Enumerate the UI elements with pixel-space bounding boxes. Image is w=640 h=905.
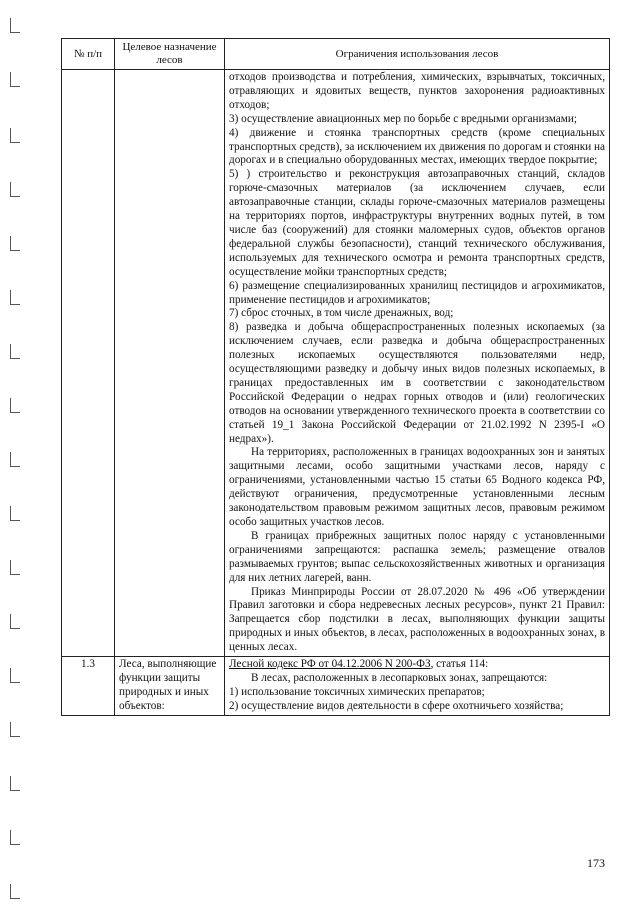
restriction-paragraph: 6) размещение специализированных хранилищ пестицидов и агрохимикатов, применение пестицидов и агрохимикатов; <box>229 279 605 306</box>
cell-num: 1.3 <box>62 657 115 716</box>
restriction-paragraph: 7) сброс сточных, в том числе дренажных, вод; <box>229 307 454 320</box>
restriction-paragraph: В лесах, расположенных в лесопарковых зонах, запрещаются: <box>251 671 548 684</box>
restriction-paragraph: 5) ) строительство и реконструкция автозаправочных станций, складов горюче-смазочных материалов (за исключением случаев, если автозаправочные станции, склады горюче-смазочных материалов размещены на территориях портов, инфраструктуры внутренних водных путей, в том числе баз (сооружений) для стоянки маломерных судов, объектов органов федеральной службы безопасности), станций технического обслуживания, используемых для технического осмотра и ремонта транспортных средств, осуществление мойки транспортных средств; <box>229 168 605 278</box>
law-link[interactable]: Лесной кодекс РФ от 04.12.2006 N 200-ФЗ <box>229 658 431 671</box>
binding-marks <box>0 0 30 905</box>
header-purpose: Целевое назначение лесов <box>115 39 225 70</box>
restriction-paragraph: 8) разведка и добыча общераспространенных полезных ископаемых (за исключением случаев, если разведка и добыча общераспространенных полезных ископаемых осуществляются пользователями недр, осуществляющими разведку и добычу иных видов полезных ископаемых, в границах предоставленных им в соответствии с законодательством Российской Федерации о недрах горных отводов и (или) геологических отводов на основании утвержденного технического проекта в соответствии со статьей 19_1 Закона Российской Федерации от 21.02.1992 N 2395-I «О недрах»). <box>229 321 605 445</box>
law-suffix: , статья 114: <box>430 658 489 671</box>
table-row <box>62 657 610 716</box>
restriction-paragraph: В границах прибрежных защитных полос наряду с установленными ограничениями запрещаются: распашка земель; размещение отвалов размываемых грунтов; выпас сельскохозяйственных животных и организация для них летних лагерей, ванн. <box>229 529 605 584</box>
page-number: 173 <box>587 856 605 870</box>
restriction-paragraph: отходов производства и потребления, химических, взрывчатых, токсичных, отравляющих и ядовитых веществ, пунктов захоронения радиоактивных отходов; <box>229 71 605 111</box>
restrictions-table <box>61 38 610 716</box>
cell-restrictions <box>225 70 610 657</box>
restriction-paragraph: 3) осуществление авиационных мер по борьбе с вредными организмами; <box>229 112 577 125</box>
restriction-paragraph: Приказ Минприроды России от 28.07.2020 № 496 «Об утверждении Правил заготовки и сбора недревесных лесных ресурсов», пункт 21 Правил: Запрещается сбор подстилки в лесах, выполняющих функции защиты природных и иных объектов, в лесах, расположенных в водоохранных зонах, в ценных лесах. <box>229 585 605 654</box>
cell-purpose-empty <box>115 70 225 657</box>
header-num: № п/п <box>62 39 115 70</box>
table-header-row <box>62 39 610 70</box>
restriction-paragraph: 4) движение и стоянка транспортных средств (кроме специальных транспортных средств), за исключением их движения по дорогам и стоянки на дорогах и в специально оборудованных местах, имеющих твердое покрытие; <box>229 126 605 167</box>
header-restrictions: Ограничения использования лесов <box>225 39 610 70</box>
cell-num-empty <box>62 70 115 657</box>
restriction-paragraph: 2) осуществление видов деятельности в сфере охотничьего хозяйства; <box>229 699 564 712</box>
cell-purpose: Леса, выполняющие функции защиты природных и иных объектов: <box>115 657 225 716</box>
table-row <box>62 70 610 657</box>
cell-restrictions <box>225 657 610 716</box>
restriction-paragraph: На территориях, расположенных в границах водоохранных зон и занятых защитными лесами, особо защитными участками лесов, наряду с ограничениями, установленными частью 15 статьи 65 Водного кодекса РФ, действуют ограничения, предусмотренные установленными лесным законодательством правовым режимом защитных лесов, правовым режимом особо защитных участков лесов. <box>229 446 605 528</box>
law-reference <box>229 658 605 672</box>
restriction-paragraph: 1) использование токсичных химических препаратов; <box>229 685 485 698</box>
